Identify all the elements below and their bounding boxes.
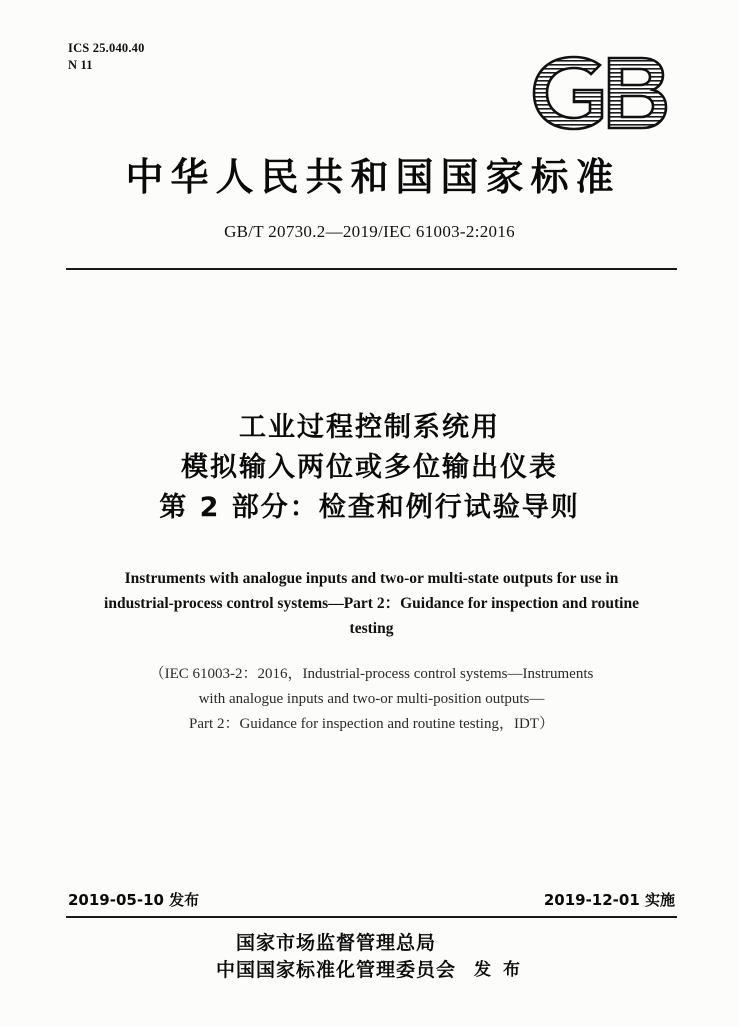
chinese-title — [0, 408, 739, 528]
standard-number: GB/T 20730.2—2019/IEC 61003-2:2016 — [224, 222, 515, 241]
english-title-line-1: Instruments with analogue inputs and two-or multi-state outputs for use in — [124, 570, 619, 587]
issuer-org-1: 国家市场监督管理总局 — [236, 932, 437, 954]
english-title — [88, 566, 655, 641]
ics-classification-block — [68, 40, 145, 74]
chinese-title-line-3: 第 2 部分：检查和例行试验导则 — [159, 491, 580, 523]
gb-emblem-icon — [529, 52, 679, 134]
idt-correspondence-note — [100, 662, 643, 737]
ics-category-code: N 11 — [68, 57, 93, 72]
footer-divider — [66, 916, 677, 918]
idt-note-line-3: Part 2：Guidance for inspection and routine testing，IDT） — [189, 716, 554, 733]
chinese-title-line-2: 模拟输入两位或多位输出仪表 — [181, 451, 558, 483]
issue-date: 2019-05-10 发布 — [68, 891, 200, 909]
date-row — [68, 889, 675, 910]
chinese-title-line-1: 工业过程控制系统用 — [239, 412, 500, 443]
idt-note-line-1: （IEC 61003-2：2016，Industrial-process control systems—Instruments — [149, 666, 594, 682]
national-standard-heading: 中华人民共和国国家标准 — [125, 155, 621, 199]
english-title-line-3: routine testing — [349, 595, 639, 638]
publish-label: 发 布 — [474, 959, 523, 980]
issuer-block — [0, 930, 739, 984]
issuer-organizations — [216, 930, 456, 984]
implementation-date: 2019-12-01 实施 — [543, 891, 675, 909]
idt-note-line-2: with analogue inputs and two-or multi-position outputs— — [198, 691, 545, 708]
header-divider — [66, 268, 677, 270]
issuer-org-2: 中国国家标准化管理委员会 — [216, 958, 457, 981]
ics-code: ICS 25.040.40 — [68, 41, 145, 55]
english-title-line-2: industrial-process control systems—Part 2：Guidance for inspection and — [104, 595, 588, 613]
